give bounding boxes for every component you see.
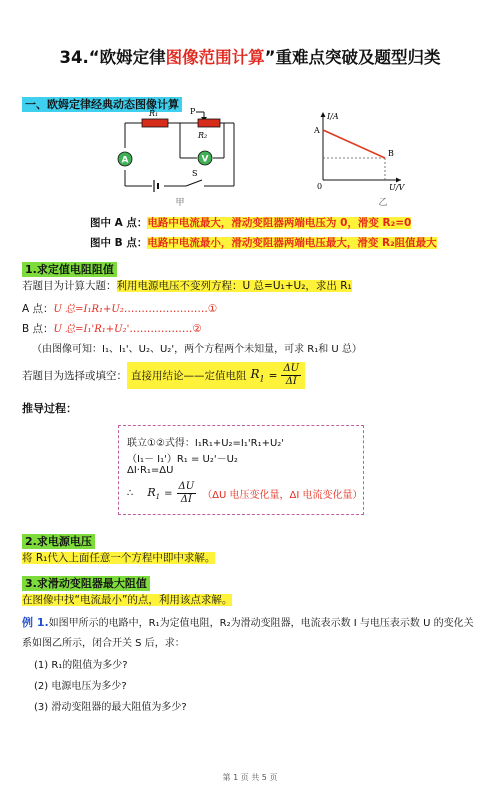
note-text: （由图像可知：I₁、I₁'、U₂、U₂'，两个方程两个未知量，可求 R₁和 U 总） xyxy=(32,344,362,355)
point-a-text: 电路中电流最大，滑动变阻器两端电压为 0，滑变 R₂=0 xyxy=(147,217,412,229)
example-label: 例 1. xyxy=(22,616,49,629)
iu-line xyxy=(323,130,385,158)
derive-line-1: 联立①②式得：I₁R₁+U₂=I₁'R₁+U₂' xyxy=(127,438,285,449)
choice-r-letter: R xyxy=(250,367,260,382)
choice-denominator: ΔI xyxy=(285,376,297,387)
section-heading-text: 一、欧姆定律经典动态图像计算 xyxy=(22,97,182,112)
therefore-symbol: ∴ xyxy=(127,488,134,499)
graph-caption: 乙 xyxy=(378,198,388,208)
point-a-label: A xyxy=(314,126,320,135)
heading-3-desc xyxy=(22,592,232,607)
choice-numerator: ΔU xyxy=(283,363,300,374)
derive-r-letter: R xyxy=(147,485,156,499)
point-a-title: 图中 A 点： xyxy=(90,217,148,229)
choice-highlight xyxy=(127,362,305,389)
equation-a-formula: U 总=I₁R₁+U₂ xyxy=(53,304,124,315)
derive-r1 xyxy=(147,486,160,501)
heading-3-desc-text: 在图像中找“电流最小”的点，利用该点求解。 xyxy=(22,594,233,606)
voltmeter-label: V xyxy=(201,154,209,165)
circuit-caption: 甲 xyxy=(175,198,185,208)
page-footer: 第 1 页 共 5 页 xyxy=(222,773,278,782)
resistor-r2 xyxy=(198,119,220,127)
derive-r-sub: 1 xyxy=(155,493,161,502)
ammeter-label: A xyxy=(121,155,129,166)
iu-graph xyxy=(305,108,405,208)
point-b-text: 电路中电流最小，滑动变阻器两端电压最大，滑变 R₂阻值最大 xyxy=(147,237,437,249)
derivation-box xyxy=(118,425,364,515)
slider-label: P xyxy=(190,108,196,116)
r2-label: R₂ xyxy=(198,131,208,140)
derive-note: （ΔU 电压变化量，ΔI 电流变化量） xyxy=(202,490,363,501)
derive-denominator: ΔI xyxy=(180,494,192,505)
point-b-desc xyxy=(90,235,437,250)
derive-line-3: ΔI·R₁=ΔU xyxy=(127,465,174,476)
point-a-desc xyxy=(90,215,411,230)
heading-2 xyxy=(22,530,95,549)
heading-2-desc xyxy=(22,550,215,565)
example-line-1 xyxy=(22,614,484,630)
calc-intro-lead: 若题目为计算大题： xyxy=(22,280,117,292)
heading-2-text: 2.求电源电压 xyxy=(22,534,95,549)
derive-numerator: ΔU xyxy=(178,481,195,492)
r1-label: R₁ xyxy=(149,109,159,118)
equation-b-formula: U 总=I₁'R₁+U₂' xyxy=(53,324,130,335)
switch-label: S xyxy=(192,169,198,178)
resistor-r1 xyxy=(142,119,168,127)
equation-a-dots: ……………………① xyxy=(123,303,218,315)
title-highlight: 图像范围计算 xyxy=(165,48,265,67)
example-text-1: 如图甲所示的电路中，R₁为定值电阻，R₂为滑动变阻器，电流表示数 I 与电压表示数 U 的变化关 xyxy=(48,618,474,629)
heading-1-text: 1.求定值电阻阻值 xyxy=(22,262,117,277)
choice-fraction xyxy=(281,363,301,388)
choice-r1 xyxy=(251,367,265,383)
equation-b-dots: ………………② xyxy=(129,323,202,335)
choice-equals: = xyxy=(268,369,278,382)
x-axis-label: U/V xyxy=(389,183,405,192)
y-axis-label: I/A xyxy=(327,112,339,121)
page-title xyxy=(0,44,500,68)
derive-title: 推导过程： xyxy=(22,402,77,415)
point-b-title: 图中 B 点： xyxy=(90,237,148,249)
equation-b-label: B 点： xyxy=(22,323,54,335)
choice-lead: 若题目为选择或填空： xyxy=(22,370,127,382)
origin-label: 0 xyxy=(317,182,323,191)
derive-equals: = xyxy=(164,488,173,499)
calc-intro-highlight: 利用电源电压不变列方程：U 总=U₁+U₂，求出 R₁ xyxy=(116,280,352,292)
derive-fraction xyxy=(177,481,197,506)
heading-1 xyxy=(22,258,117,277)
example-line-2: 系如图乙所示，闭合开关 S 后，求： xyxy=(22,638,185,649)
equation-b xyxy=(22,320,202,336)
point-b-label: B xyxy=(388,149,394,158)
title-suffix: ”重难点突破及题型归类 xyxy=(264,48,441,67)
heading-2-desc-text: 将 R₁代入上面任意一个方程中即中求解。 xyxy=(22,552,216,564)
choice-r-sub: 1 xyxy=(259,374,265,384)
choice-line xyxy=(22,362,305,389)
question-1: (1) R₁的阻值为多少? xyxy=(34,660,128,671)
derive-line-2: （I₁－ I₁'）R₁ = U₂'－U₂ xyxy=(127,454,238,465)
circuit-diagram xyxy=(100,108,240,208)
question-3: (3) 滑动变阻器的最大阻值为多少? xyxy=(34,702,187,713)
calc-intro xyxy=(22,278,352,293)
heading-3-text: 3.求滑动变阻器最大阻值 xyxy=(22,576,150,591)
derive-line-4 xyxy=(127,481,363,506)
heading-3 xyxy=(22,572,150,591)
title-prefix: 34.“欧姆定律 xyxy=(59,48,166,67)
equation-a xyxy=(22,300,217,316)
equation-a-label: A 点： xyxy=(22,303,54,315)
question-2: (2) 电源电压为多少? xyxy=(34,681,127,692)
choice-highlight-text: 直接用结论——定值电阻 xyxy=(131,370,247,382)
